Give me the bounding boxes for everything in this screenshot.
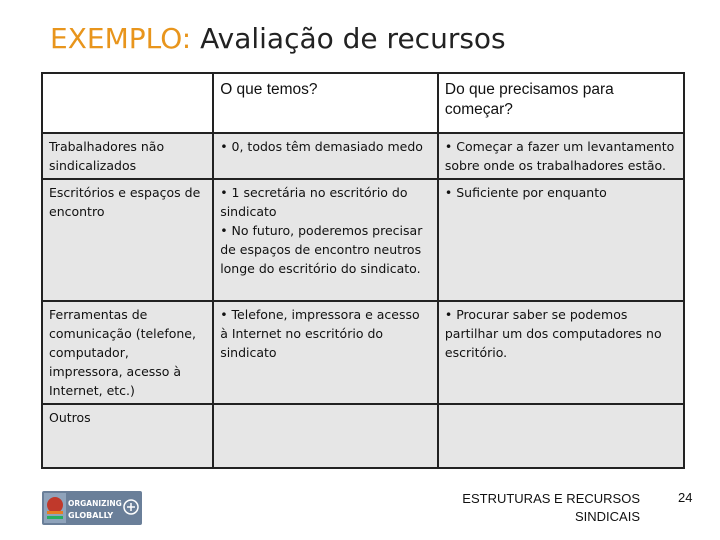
have-cell bbox=[213, 179, 438, 301]
have-cell bbox=[213, 301, 438, 404]
need-cell bbox=[438, 179, 684, 301]
header-cell-have: O que temos? bbox=[213, 73, 438, 133]
logo-graphic bbox=[42, 491, 142, 525]
footer-caption bbox=[440, 490, 640, 526]
title-highlight: EXEMPLO: bbox=[50, 22, 192, 55]
have-cell bbox=[213, 133, 438, 179]
need-cell bbox=[438, 404, 684, 468]
resources-table bbox=[41, 72, 685, 469]
have-item: • No futuro, poderemos precisar de espaços de encontro neutros longe do escritório do sindicato. bbox=[220, 223, 423, 276]
organizing-globally-logo bbox=[42, 491, 142, 525]
have-cell bbox=[213, 404, 438, 468]
table-row bbox=[42, 404, 684, 468]
header-cell-empty bbox=[42, 73, 213, 133]
table-row bbox=[42, 133, 684, 179]
row-label: Ferramentas de comunicação (telefone, computador, impressora, acesso à Internet, etc.) bbox=[42, 301, 213, 404]
footer-line: ESTRUTURAS E RECURSOS bbox=[462, 491, 640, 506]
table-row bbox=[42, 301, 684, 404]
have-item: • 1 secretária no escritório do sindicato bbox=[220, 185, 408, 219]
title-text: Avaliação de recursos bbox=[200, 22, 506, 55]
need-item: • Suficiente por enquanto bbox=[444, 185, 607, 200]
row-label: Outros bbox=[42, 404, 213, 468]
logo-text-line: ORGANIZING bbox=[68, 499, 122, 508]
logo-text-line: GLOBALLY bbox=[68, 511, 114, 520]
need-item: • Procurar saber se podemos partilhar um dos computadores no escritório. bbox=[444, 307, 662, 360]
need-cell bbox=[438, 301, 684, 404]
page-title bbox=[50, 22, 506, 55]
table-header-row bbox=[42, 73, 684, 133]
row-label: Escritórios e espaços de encontro bbox=[42, 179, 213, 301]
row-label: Trabalhadores não sindicalizados bbox=[42, 133, 213, 179]
footer-line: SINDICAIS bbox=[574, 509, 640, 524]
header-cell-need: Do que precisamos para começar? bbox=[438, 73, 684, 133]
table-row bbox=[42, 179, 684, 301]
have-item: • 0, todos têm demasiado medo bbox=[220, 139, 423, 154]
page-number: 24 bbox=[678, 490, 693, 505]
have-item: • Telefone, impressora e acesso à Internet no escritório do sindicato bbox=[220, 307, 420, 360]
need-item: • Começar a fazer um levantamento sobre onde os trabalhadores estão. bbox=[444, 139, 675, 173]
need-cell bbox=[438, 133, 684, 179]
